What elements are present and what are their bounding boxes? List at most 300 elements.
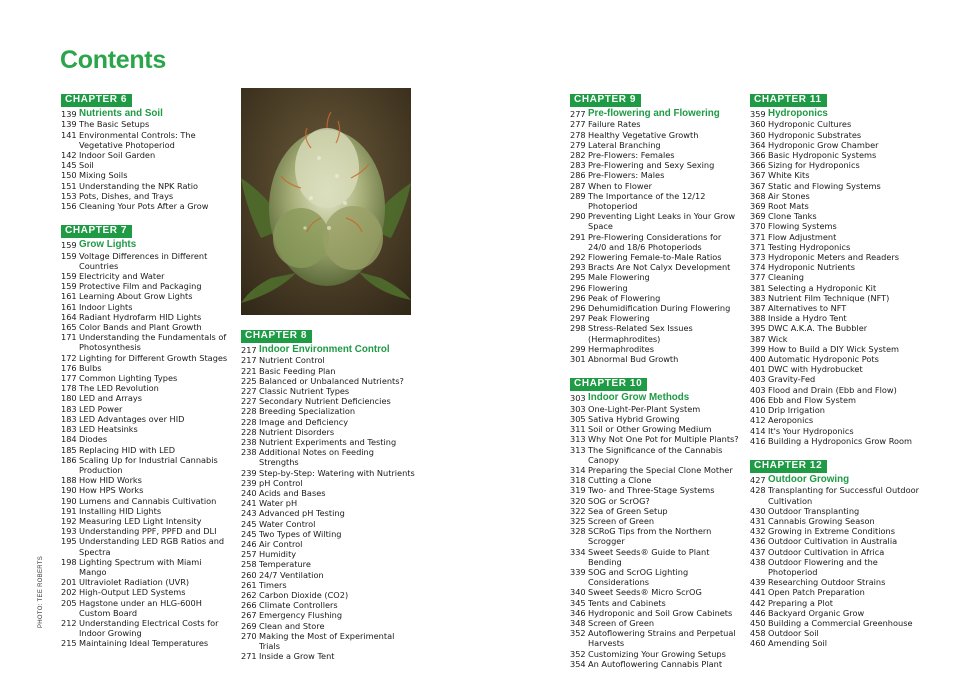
entry-page-number: 313 [570,444,586,455]
entry-page-number: 339 [570,566,586,577]
toc-entry[interactable] [570,404,740,414]
toc-entry[interactable] [570,567,740,587]
entry-title: LED Power [79,403,123,414]
entry-page-number: 430 [750,505,766,516]
chapter-title-row[interactable] [750,109,920,119]
toc-entry[interactable] [570,424,740,434]
entry-page-number: 279 [570,139,586,150]
toc-entry[interactable] [570,649,740,659]
entry-page-number: 296 [570,282,586,293]
toc-entry[interactable] [570,506,740,516]
toc-entry[interactable] [750,130,920,140]
entry-page-number: 269 [241,620,257,631]
toc-entry[interactable] [241,488,416,498]
entry-title: Sweet Seeds® Micro ScrOG [588,587,702,598]
entry-title: Cannabis Growing Season [768,515,875,526]
toc-entry[interactable] [241,508,416,518]
entry-page-number: 286 [570,170,586,181]
toc-entry[interactable] [61,496,231,506]
entry-page-number: 193 [61,526,77,537]
toc-entry[interactable] [750,415,920,425]
entry-page-number: 318 [570,475,586,486]
toc-entry[interactable] [61,130,231,150]
toc-entry[interactable] [570,160,740,170]
toc-entry[interactable] [241,610,416,620]
toc-entry[interactable] [570,628,740,648]
entry-list [61,251,231,649]
toc-entry[interactable] [241,468,416,478]
entry-title: Maintaining Ideal Temperatures [79,638,209,649]
toc-entry[interactable] [61,332,231,352]
toc-entry[interactable] [570,150,740,160]
entry-page-number: 322 [570,505,586,516]
entry-title: Outdoor Flowering and the Photoperiod [768,556,878,577]
entry-page-number: 360 [750,119,766,130]
toc-entry[interactable] [61,281,231,291]
entry-page-number: 164 [61,311,77,322]
toc-entry[interactable] [61,577,231,587]
toc-entry[interactable] [61,363,231,373]
entry-page-number: 205 [61,597,77,608]
entry-page-number: 201 [61,577,77,588]
entry-title: Learning About Grow Lights [79,291,193,302]
entry-title: It's Your Hydroponics [768,425,854,436]
chapter-label: CHAPTER 12 [750,460,827,473]
entry-title: Flowering Female-to-Male Ratios [588,252,722,263]
entry-page-number: 215 [61,638,77,649]
toc-entry[interactable] [570,526,740,546]
toc-entry[interactable] [61,353,231,363]
toc-entry[interactable] [61,618,231,638]
entry-title: Basic Feeding Plan [259,365,336,376]
toc-entry[interactable] [750,364,920,374]
entry-title: Automatic Hydroponic Pots [768,354,879,365]
toc-entry[interactable] [61,312,231,322]
toc-entry[interactable] [61,526,231,536]
toc-entry[interactable] [750,344,920,354]
entry-page-number: 354 [570,658,586,669]
entry-page-number: 328 [570,526,586,537]
toc-entry[interactable] [750,536,920,546]
entry-title: Understanding the NPK Ratio [79,180,199,191]
entry-title: Hydroponic Grow Chamber [768,139,879,150]
toc-entry[interactable] [750,262,920,272]
entry-page-number: 346 [570,607,586,618]
entry-title: Pre-Flowers: Females [588,150,675,161]
toc-entry[interactable] [750,323,920,333]
toc-entry[interactable] [570,608,740,618]
chapter-title-row[interactable] [241,345,416,355]
toc-entry[interactable] [570,252,740,262]
entry-page-number: 296 [570,292,586,303]
toc-entry[interactable] [570,272,740,282]
toc-entry[interactable] [61,475,231,485]
toc-entry[interactable] [750,232,920,242]
toc-entry[interactable] [241,600,416,610]
toc-entry[interactable] [241,539,416,549]
entry-title: The Significance of the Cannabis Canopy [588,444,723,465]
toc-entry[interactable] [570,170,740,180]
entry-title: Nutrient Experiments and Testing [259,437,397,448]
toc-entry[interactable] [750,221,920,231]
entry-title: Testing Hydroponics [768,241,851,252]
toc-entry[interactable] [750,618,920,628]
entry-title: Flow Adjustment [768,231,837,242]
toc-entry[interactable] [750,557,920,577]
entry-title: Root Mats [768,201,809,212]
entry-page-number: 319 [570,485,586,496]
entry-page-number: 416 [750,435,766,446]
toc-entry[interactable] [241,651,416,661]
entry-page-number: 369 [750,211,766,222]
toc-entry[interactable] [570,547,740,567]
toc-entry[interactable] [750,191,920,201]
toc-entry[interactable] [750,150,920,160]
entry-title: Clean and Store [259,620,325,631]
toc-entry[interactable] [61,506,231,516]
toc-entry[interactable] [750,283,920,293]
chapter-8 [241,330,416,662]
toc-entry[interactable] [241,559,416,569]
entry-title: Hermaphrodites [588,343,654,354]
entry-page-number: 314 [570,464,586,475]
toc-entry[interactable] [750,354,920,364]
entry-page-number: 287 [570,180,586,191]
entry-page-number: 153 [61,190,77,201]
entry-title: Abnormal Bud Growth [588,354,679,365]
toc-entry[interactable] [241,417,416,427]
toc-entry[interactable] [570,191,740,211]
chapter-10 [570,378,740,669]
entry-title: Water Control [259,518,316,529]
entry-page-number: 436 [750,536,766,547]
entry-page-number: 292 [570,252,586,263]
toc-entry[interactable] [570,354,740,364]
toc-entry[interactable] [750,608,920,618]
entry-title: Healthy Vegetative Growth [588,129,699,140]
toc-entry[interactable] [61,393,231,403]
chapter-title-row[interactable] [61,109,231,119]
toc-entry[interactable] [750,334,920,344]
entry-title: Pots, Dishes, and Trays [79,190,174,201]
toc-entry[interactable] [570,516,740,526]
toc-entry[interactable] [61,404,231,414]
entry-title: Breeding Specialization [259,406,356,417]
entry-title: Aeroponics [768,415,814,426]
toc-entry[interactable] [750,313,920,323]
entry-title: Why Not One Pot for Multiple Plants? [588,434,739,445]
toc-entry[interactable] [750,272,920,282]
toc-entry[interactable] [750,506,920,516]
entry-title: Sweet Seeds® Guide to Plant Bending [588,546,710,567]
entry-page-number: 400 [750,354,766,365]
toc-entry[interactable] [241,376,416,386]
entry-title: Understanding LED RGB Ratios and Spectra [79,536,225,557]
entry-page-number: 387 [750,303,766,314]
entry-title: Building a Commercial Greenhouse [768,617,913,628]
toc-entry[interactable] [241,498,416,508]
toc-entry[interactable] [750,211,920,221]
toc-entry[interactable] [61,434,231,444]
toc-entry[interactable] [750,395,920,405]
entry-title: Sea of Green Setup [588,505,668,516]
toc-entry[interactable] [750,160,920,170]
toc-entry[interactable] [61,455,231,475]
toc-entry[interactable] [750,385,920,395]
entry-title: Nutrient Control [259,355,325,366]
entry-page-number: 428 [750,485,766,496]
toc-entry[interactable] [570,130,740,140]
toc-entry[interactable] [570,181,740,191]
toc-entry[interactable] [61,516,231,526]
entry-list [570,119,740,364]
toc-entry[interactable] [570,303,740,313]
entry-title: Outdoor Transplanting [768,505,860,516]
toc-entry[interactable] [61,160,231,170]
entry-page-number: 227 [241,386,257,397]
entry-page-number: 290 [570,211,586,222]
toc-entry[interactable] [750,303,920,313]
entry-page-number: 366 [750,160,766,171]
toc-entry[interactable] [750,436,920,446]
toc-entry[interactable] [61,201,231,211]
entry-page-number: 295 [570,272,586,283]
entry-title: Installing HID Lights [79,505,162,516]
toc-entry[interactable] [241,631,416,651]
entry-page-number: 313 [570,434,586,445]
chapter-title-row[interactable] [750,475,920,485]
toc-entry[interactable] [750,242,920,252]
toc-entry[interactable] [241,529,416,539]
toc-entry[interactable] [241,570,416,580]
entry-title: One-Light-Per-Plant System [588,403,701,414]
toc-entry[interactable] [570,496,740,506]
entry-title: Stress-Related Sex Issues (Hermaphrodites) [588,323,693,344]
toc-entry[interactable] [61,536,231,556]
toc-entry[interactable] [570,293,740,303]
toc-entry[interactable] [750,577,920,587]
entry-title: How HPS Works [79,485,144,496]
toc-entry[interactable] [570,323,740,343]
toc-entry[interactable] [61,191,231,201]
entry-page-number: 159 [61,281,77,292]
toc-entry[interactable] [61,150,231,160]
entry-page-number: 388 [750,313,766,324]
entry-title: Building a Hydroponics Grow Room [768,435,913,446]
chapter-title: Indoor Grow Methods [588,392,690,404]
toc-entry[interactable] [570,283,740,293]
toc-entry[interactable] [750,598,920,608]
toc-entry[interactable] [570,211,740,231]
entry-page-number: 403 [750,374,766,385]
toc-entry[interactable] [750,628,920,638]
toc-entry[interactable] [241,621,416,631]
entry-title: Selecting a Hydroponic Kit [768,282,877,293]
entry-page-number: 165 [61,322,77,333]
toc-entry[interactable] [241,447,416,467]
toc-entry[interactable] [241,519,416,529]
toc-entry[interactable] [750,638,920,648]
entry-page-number: 145 [61,160,77,171]
toc-entry[interactable] [750,140,920,150]
entry-page-number: 266 [241,600,257,611]
toc-entry[interactable] [241,427,416,437]
toc-entry[interactable] [750,374,920,384]
toc-entry[interactable] [61,587,231,597]
toc-entry[interactable] [750,405,920,415]
toc-entry[interactable] [241,406,416,416]
entry-page-number: 176 [61,362,77,373]
toc-entry[interactable] [750,181,920,191]
toc-entry[interactable] [570,414,740,424]
chapter-6 [61,94,231,211]
entry-title: Ultraviolet Radiation (UVR) [79,577,190,588]
toc-entry[interactable] [750,119,920,129]
entry-page-number: 334 [570,546,586,557]
entry-title: LED Heatsinks [79,424,138,435]
toc-entry[interactable] [241,386,416,396]
toc-entry[interactable] [61,557,231,577]
entry-title: Nutrient Film Technique (NFT) [768,292,890,303]
entry-title: Soil [79,160,94,171]
entry-page-number: 410 [750,405,766,416]
toc-entry[interactable] [61,322,231,332]
toc-entry[interactable] [241,437,416,447]
toc-entry[interactable] [570,119,740,129]
entry-page-number: 225 [241,375,257,386]
toc-entry[interactable] [750,170,920,180]
toc-entry[interactable] [750,485,920,505]
toc-entry[interactable] [750,426,920,436]
toc-entry[interactable] [570,465,740,475]
entry-title: Basic Hydroponic Systems [768,150,877,161]
entry-title: Lighting for Different Growth Stages [79,352,228,363]
toc-entry[interactable] [570,262,740,272]
toc-entry[interactable] [61,445,231,455]
toc-entry[interactable] [61,373,231,383]
entry-page-number: 371 [750,231,766,242]
entry-title: High-Output LED Systems [79,587,186,598]
toc-entry[interactable] [750,516,920,526]
toc-column-2 [241,330,416,676]
entry-title: Peak of Flowering [588,292,661,303]
entry-page-number: 270 [241,630,257,641]
entry-page-number: 325 [570,515,586,526]
entry-page-number: 303 [570,403,586,414]
toc-entry[interactable] [61,414,231,424]
toc-entry[interactable] [750,547,920,557]
entry-page-number: 352 [570,628,586,639]
toc-entry[interactable] [61,383,231,393]
toc-entry[interactable] [570,232,740,252]
entry-title: Hydroponic and Soil Grow Cabinets [588,607,733,618]
toc-entry[interactable] [241,355,416,365]
page-number: 159 [61,240,77,251]
entry-page-number: 183 [61,424,77,435]
toc-entry[interactable] [61,119,231,129]
entry-page-number: 437 [750,546,766,557]
toc-entry[interactable] [750,201,920,211]
toc-entry[interactable] [750,587,920,597]
entry-page-number: 195 [61,536,77,547]
entry-title: Hydroponic Nutrients [768,262,856,273]
toc-entry[interactable] [750,293,920,303]
entry-page-number: 271 [241,651,257,662]
entry-page-number: 238 [241,437,257,448]
toc-entry[interactable] [570,659,740,669]
toc-entry[interactable] [241,366,416,376]
entry-title: LED Advantages over HID [79,413,185,424]
entry-title: Hagstone under an HLG-600H Custom Board [79,597,202,618]
toc-entry[interactable] [241,396,416,406]
toc-entry[interactable] [570,598,740,608]
toc-entry[interactable] [570,587,740,597]
toc-entry[interactable] [61,251,231,271]
entry-title: Flowing Systems [768,221,837,232]
entry-page-number: 198 [61,556,77,567]
toc-entry[interactable] [750,252,920,262]
chapter-title: Indoor Environment Control [259,344,390,356]
entry-page-number: 395 [750,323,766,334]
entry-title: SOG or ScrOG? [588,495,650,506]
entry-page-number: 261 [241,579,257,590]
chapter-title-row[interactable] [61,240,231,250]
toc-entry[interactable] [570,313,740,323]
toc-entry[interactable] [570,140,740,150]
entry-page-number: 403 [750,384,766,395]
toc-entry[interactable] [241,549,416,559]
entry-page-number: 399 [750,343,766,354]
entry-title: Inside a Hydro Tent [768,313,847,324]
toc-entry[interactable] [570,434,740,444]
toc-entry[interactable] [61,424,231,434]
toc-entry[interactable] [570,445,740,465]
toc-entry[interactable] [61,598,231,618]
entry-page-number: 185 [61,444,77,455]
entry-page-number: 186 [61,454,77,465]
toc-entry[interactable] [61,485,231,495]
toc-entry[interactable] [61,291,231,301]
entry-page-number: 241 [241,498,257,509]
toc-entry[interactable] [61,302,231,312]
toc-entry[interactable] [570,618,740,628]
toc-entry[interactable] [570,485,740,495]
toc-entry[interactable] [241,580,416,590]
entry-page-number: 190 [61,495,77,506]
entry-title: Cleaning [768,272,804,283]
entry-title: An Autoflowering Cannabis Plant [588,658,723,669]
entry-page-number: 460 [750,638,766,649]
toc-entry[interactable] [570,475,740,485]
entry-title: Classic Nutrient Types [259,386,350,397]
chapter-title-row[interactable] [570,393,740,403]
toc-entry[interactable] [61,170,231,180]
entry-title: Researching Outdoor Strains [768,577,886,588]
entry-title: Gravity-Fed [768,374,816,385]
toc-entry[interactable] [61,271,231,281]
toc-entry[interactable] [750,526,920,536]
toc-entry[interactable] [241,590,416,600]
chapter-title-row[interactable] [570,109,740,119]
toc-entry[interactable] [570,344,740,354]
toc-entry[interactable] [61,638,231,648]
toc-entry[interactable] [61,181,231,191]
entry-title: Preparing the Special Clone Mother [588,464,733,475]
toc-entry[interactable] [241,478,416,488]
entry-page-number: 431 [750,515,766,526]
entry-title: Hydroponic Substrates [768,129,862,140]
entry-page-number: 245 [241,528,257,539]
